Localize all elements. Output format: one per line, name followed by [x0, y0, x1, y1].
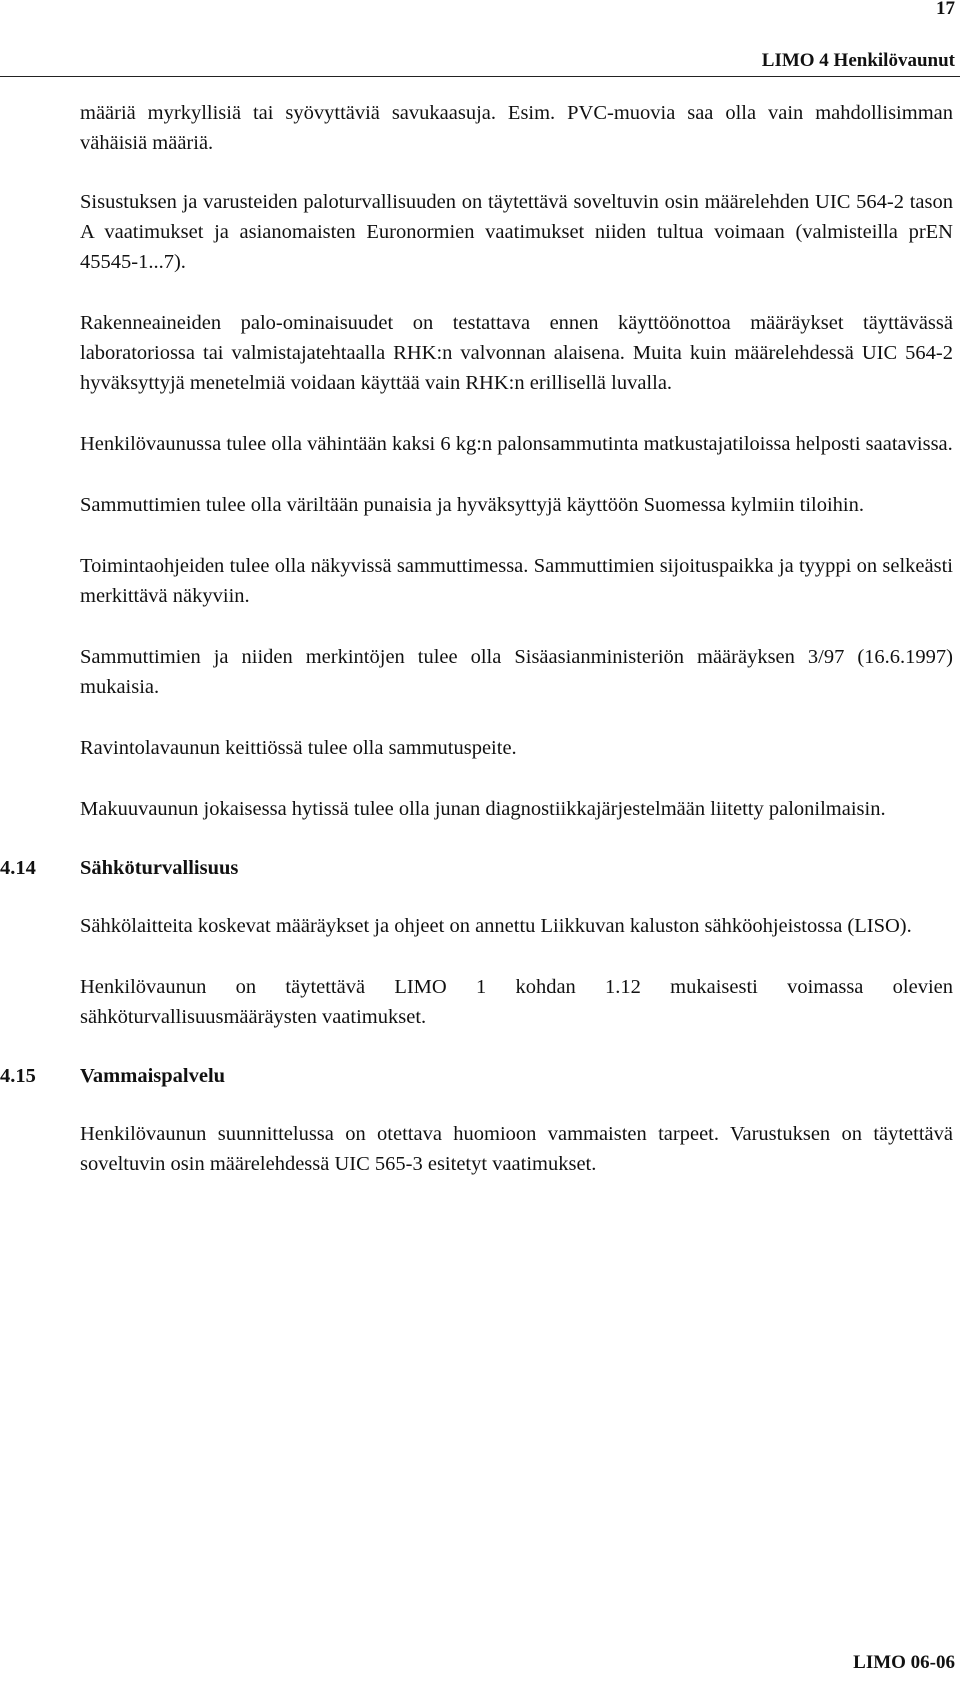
- running-header-title: LIMO 4 Henkilövaunut: [761, 50, 955, 71]
- page-number: 17: [936, 0, 955, 19]
- paragraph-electrical-requirements: Henkilövaunun on täytettävä LIMO 1 kohdan 1.12 mukaisesti voimassa olevien sähköturvallisuusmääräysten vaatimukset.: [80, 976, 953, 1028]
- paragraph-accessibility: Henkilövaunun suunnittelussa on otettava huomioon vammaisten tarpeet. Varustuksen on täytettävä soveltuvin osin määrelehdessä UIC 565-3 esitetyt vaatimukset.: [80, 1123, 953, 1175]
- section-title-4-15: Vammaispalvelu: [80, 1065, 226, 1087]
- document-body: [0, 98, 953, 1210]
- paragraph-extinguishers-regulation: Sammuttimien ja niiden merkintöjen tulee olla Sisäasianministeriön määräyksen 3/97 (16.6.1997) mukaisia.: [80, 646, 953, 698]
- paragraph-extinguishers-count: Henkilövaunussa tulee olla vähintään kaksi 6 kg:n palonsammutinta matkustajatiloissa helposti saatavissa.: [80, 433, 953, 455]
- section-heading-4-14: [0, 853, 953, 883]
- paragraph-smoke-detector: Makuuvaunun jokaisessa hytissä tulee olla junan diagnostiikkajärjestelmään liitetty palonilmaisin.: [80, 798, 886, 820]
- paragraph-fire-safety: Sisustuksen ja varusteiden paloturvallisuuden on täytettävä soveltuvin osin määrelehden UIC 564-2 tason A vaatimukset ja asianomaisten Euronormien vaatimukset niiden tultua voimaan (valmisteilla prEN 45545-1...7).: [80, 191, 953, 273]
- paragraph-extinguishers-instructions: Toimintaohjeiden tulee olla näkyvissä sammuttimessa. Sammuttimien sijoituspaikka ja tyyppi on selkeästi merkittävä näkyviin.: [80, 555, 953, 607]
- paragraph-material-testing: Rakenneaineiden palo-ominaisuudet on testattava ennen käyttöönottoa määräykset täyttävässä laboratoriossa tai valmistajatehtaalla RHK:n valvonnan alaisena. Muita kuin määrelehdessä UIC 564-2 hyväksyttyjä menetelmiä voidaan käyttää vain RHK:n erillisellä luvalla.: [80, 312, 953, 394]
- paragraph-extinguishers-color: Sammuttimien tulee olla väriltään punaisia ja hyväksyttyjä käyttöön Suomessa kylmiin tiloihin.: [80, 494, 865, 516]
- section-heading-4-15: [0, 1061, 953, 1091]
- header-divider: [0, 76, 960, 77]
- section-number-4-15: 4.15: [0, 1065, 36, 1087]
- section-title-4-14: Sähköturvallisuus: [80, 857, 239, 879]
- paragraph-continuation: määriä myrkyllisiä tai syövyttäviä savukaasuja. Esim. PVC-muovia saa olla vain mahdollisimman vähäisiä määriä.: [80, 102, 953, 154]
- section-number-4-14: 4.14: [0, 857, 36, 879]
- footer-document-code: LIMO 06-06: [853, 1652, 955, 1673]
- paragraph-electrical-guidelines: Sähkölaitteita koskevat määräykset ja ohjeet on annettu Liikkuvan kaluston sähköohjeistossa (LISO).: [80, 915, 912, 937]
- paragraph-fire-blanket: Ravintolavaunun keittiössä tulee olla sammutuspeite.: [80, 737, 517, 759]
